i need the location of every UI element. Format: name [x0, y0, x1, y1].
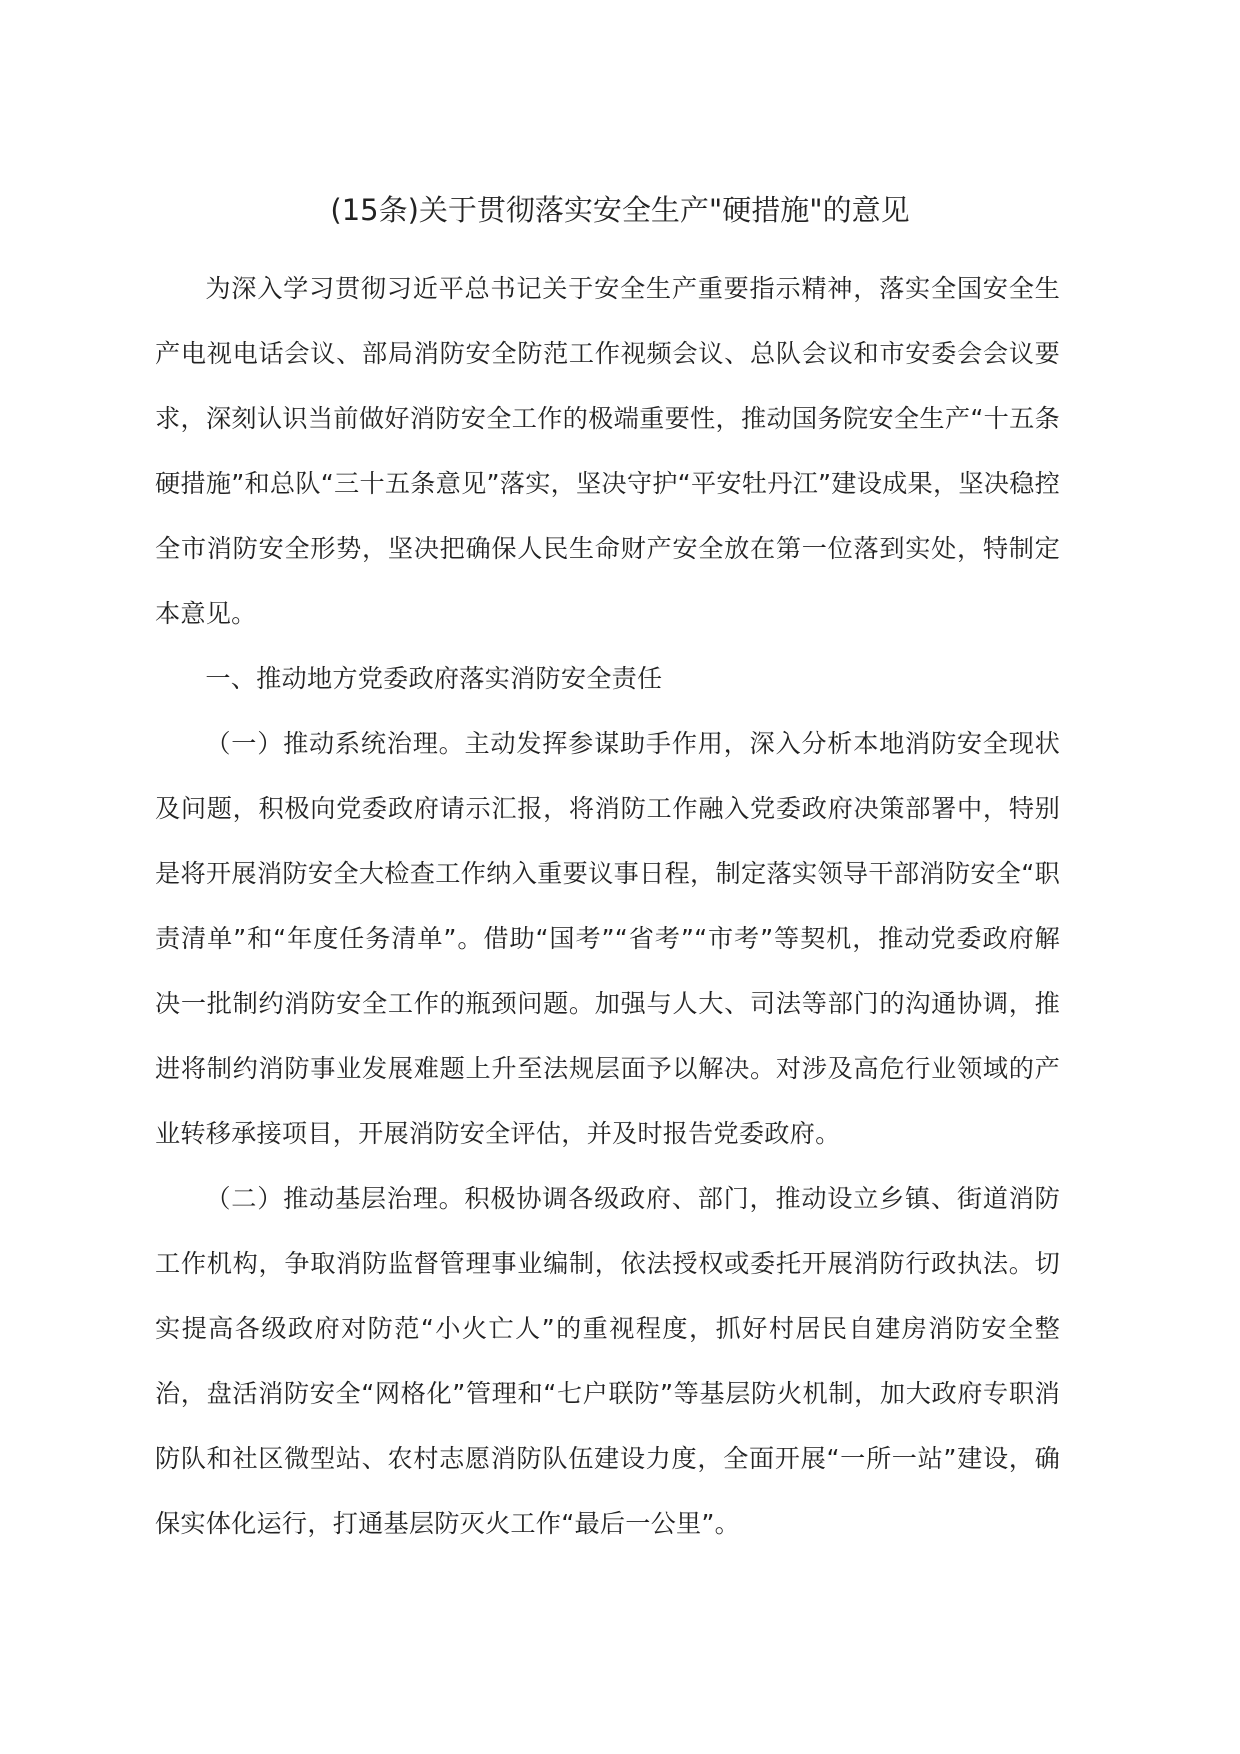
paragraph-item-1: （一）推动系统治理。主动发挥参谋助手作用，深入分析本地消防安全现状及问题，积极向党委政府请示汇报，将消防工作融入党委政府决策部署中，特别是将开展消防安全大检查工作纳入重要议事日程，制定落实领导干部消防安全“职责清单”和“年度任务清单”。借助“国考”“省考”“市考”等契机，推动党委政府解决一批制约消防安全工作的瓶颈问题。加强与人大、司法等部门的沟通协调，推进将制约消防事业发展难题上升至法规层面予以解决。对涉及高危行业领域的产业转移承接项目，开展消防安全评估，并及时报告党委政府。 — [155, 729, 1060, 1148]
document-title: (15条)关于贯彻落实安全生产"硬措施"的意见 — [330, 193, 910, 227]
intro-paragraph: 为深入学习贯彻习近平总书记关于安全生产重要指示精神，落实全国安全生产电视电话会议、部局消防安全防范工作视频会议、总队会议和市安委会会议要求，深刻认识当前做好消防安全工作的极端重要性，推动国务院安全生产“十五条硬措施”和总队“三十五条意见”落实，坚决守护“平安牡丹江”建设成果，坚决稳控全市消防安全形势，坚决把确保人民生命财产安全放在第一位落到实处，特制定本意见。 — [155, 274, 1060, 628]
document-body — [155, 256, 1060, 1556]
section-heading-1: 一、推动地方党委政府落实消防安全责任 — [205, 664, 663, 693]
paragraph-item-2: （二）推动基层治理。积极协调各级政府、部门，推动设立乡镇、街道消防工作机构，争取消防监督管理事业编制，依法授权或委托开展消防行政执法。切实提高各级政府对防范“小火亡人”的重视程度，抓好村居民自建房消防安全整治，盘活消防安全“网格化”管理和“七户联防”等基层防火机制，加大政府专职消防队和社区微型站、农村志愿消防队伍建设力度，全面开展“一所一站”建设，确保实体化运行，打通基层防灭火工作“最后一公里”。 — [155, 1184, 1060, 1538]
